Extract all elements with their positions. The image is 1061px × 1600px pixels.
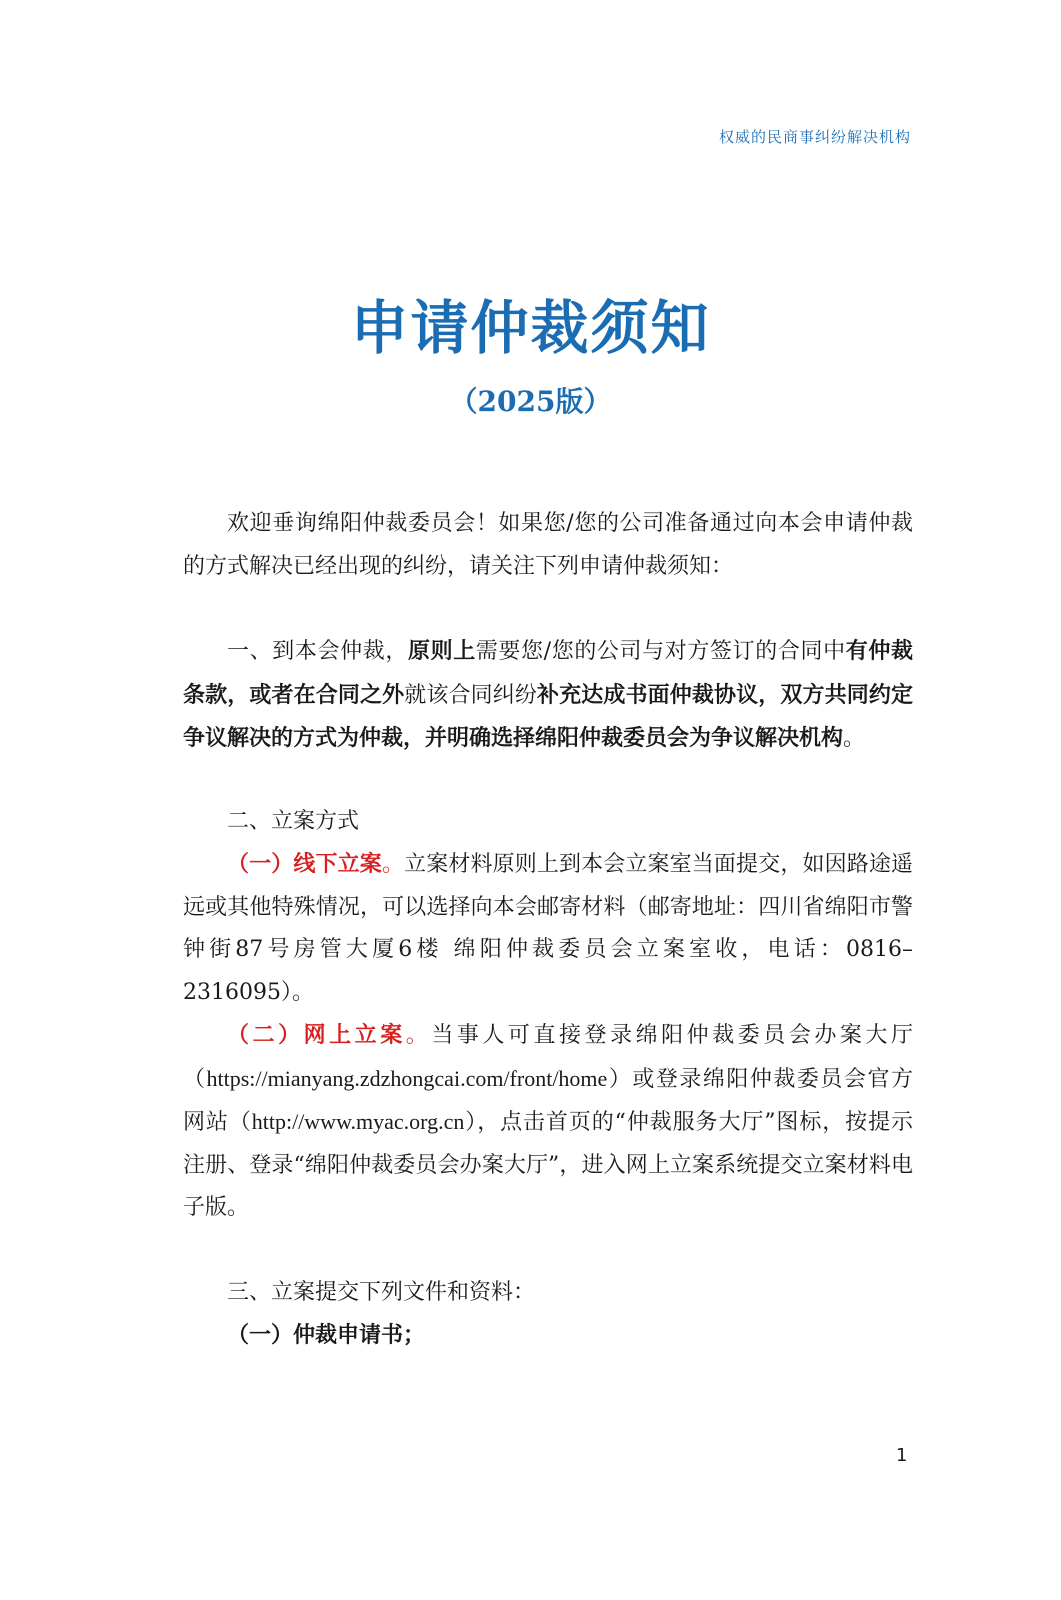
section3-heading: 三、立案提交下列文件和资料： [227,1279,536,1305]
section1-text-c: 就该合同纠纷 [404,682,537,708]
offline-filing-text: 立案材料原则上到本会立案室当面提交，如因路途遥远或其他特殊情况，可以选择向本会邮寄材料（邮寄地址：四川省绵阳市警钟街87号房管大厦6楼 绵阳仲裁委员会立案室收，电话：0816–2316095）。 [183,852,913,1005]
document-body [183,503,913,1357]
official-website-url: http://www.myac.org.cn [251,1109,465,1134]
spacer [183,588,913,630]
case-hall-url: https://mianyang.zdzhongcai.com/front/home [206,1065,608,1091]
section1-bold-a: 原则上 [407,638,476,664]
document-subtitle: （2025版） [449,385,612,418]
online-filing-paragraph [183,1014,913,1230]
spacer [183,1230,913,1272]
section1-paragraph [183,630,913,761]
offline-filing-label-period: 。 [381,852,405,877]
intro-paragraph: 欢迎垂询绵阳仲裁委员会！如果您/您的公司准备通过向本会申请仲裁的方式解决已经出现的纠纷，请关注下列申请仲裁须知： [183,511,913,579]
online-filing-label-period: 。 [405,1023,432,1048]
section1-bold-b: 有仲裁条款，或者在合同之外 [183,638,913,708]
section1-bold-c: 补充达成书面仲裁协议，双方共同约定争议解决的方式为仲裁，并明确选择绵阳仲裁委员会为争议解决机构 [183,681,913,751]
document-title: 申请仲裁须知 [350,294,711,362]
online-filing-text-c: ），点击首页的“仲裁服务大厅”图标，按提示注册、登录“绵阳仲裁委员会办案大厅”，进入网上立案系统提交立案材料电子版。 [183,1110,913,1220]
section3-item-1: （一）仲裁申请书； [227,1322,426,1348]
page-number: 1 [896,1445,908,1466]
online-filing-text-a: 当事人可直接登录绵阳仲裁委员会办案大厅（ [183,1023,913,1092]
section1-text-a: 一、到本会仲裁， [227,639,408,664]
running-header: 权威的民商事纠纷解决机构 [718,128,911,146]
online-filing-text-b: ）或登录绵阳仲裁委员会官方网站（ [183,1066,913,1135]
section2-heading: 二、立案方式 [227,808,360,834]
section1-text-b: 需要您/您的公司与对方签订的合同中 [475,639,846,664]
offline-filing-paragraph [183,843,913,1014]
section1-text-d: 。 [843,726,866,751]
spacer [183,761,913,801]
offline-filing-label: （一）线下立案 [227,851,382,877]
online-filing-label: （二）网上立案 [227,1022,406,1048]
